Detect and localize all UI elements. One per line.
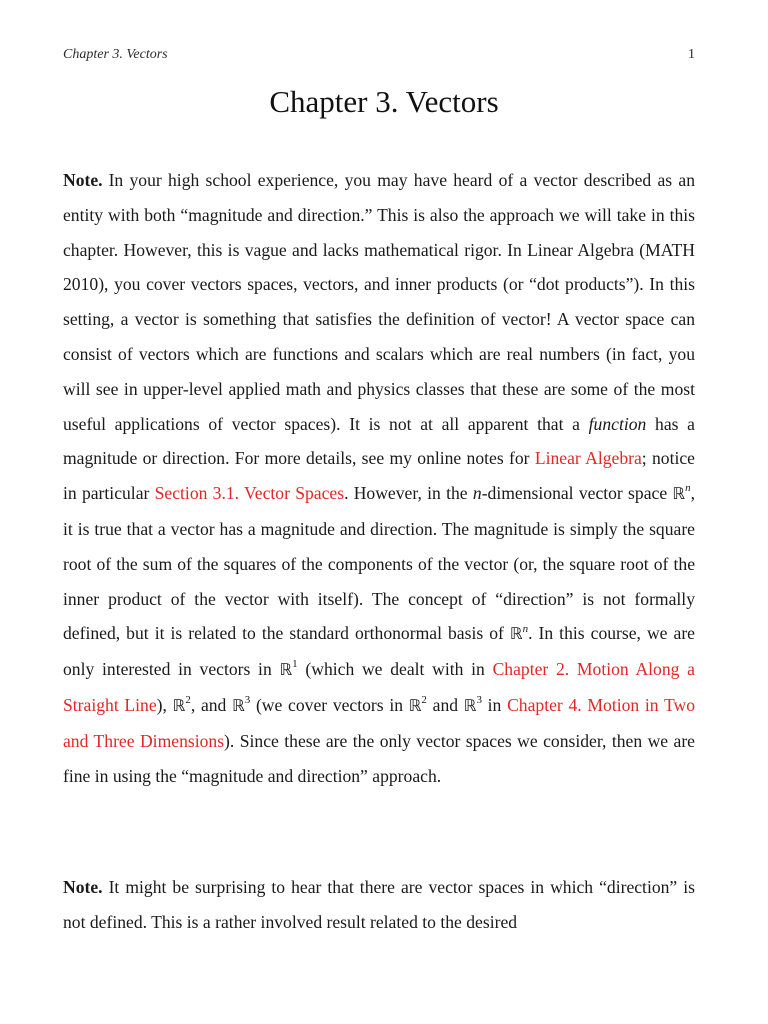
math-reals: ℝ	[672, 484, 686, 504]
math-exponent: n	[685, 482, 691, 495]
note-text: ; notice in particular	[63, 448, 695, 504]
running-head	[63, 47, 695, 63]
note-text: has a magnitude or direction. For more details, see my online notes for	[63, 413, 695, 469]
note-text: In your high school experience, you may have heard of a vector described as an entity with both “magnitude and direction.” This is also the approach we will take in this chapter. However, this is vague and lacks mathematical rigor. In Linear Algebra (MATH 2010), you cover vectors spaces, vectors, and inner products (or “dot products”). In this setting, a vector is something that satisfies the definition of vector! A vector space can consist of vectors which are functions and scalars which are real numbers (in fact, you will see in upper-level applied math and physics classes that these are some of the most useful applications of vector spaces). It is not at all apparent that a	[63, 170, 695, 434]
note-text: and	[432, 694, 459, 715]
link-linear-algebra[interactable]: Linear Algebra	[534, 448, 642, 469]
note-label: Note.	[63, 877, 103, 897]
note-text: ). Since these are the only vector spaces we consider, then we are fine in using the “magnitude and direction” approach.	[63, 730, 695, 786]
math-exponent: 1	[292, 658, 298, 671]
note-text: . In this course, we are only interested in vectors in	[63, 623, 695, 680]
note-paragraph-1	[63, 163, 695, 793]
math-reals: ℝ	[232, 695, 245, 715]
link-chapter-4-motion[interactable]: Chapter 4. Motion in Two and Three Dimensions	[63, 694, 695, 751]
note-text: ),	[156, 694, 167, 715]
chapter-title: Chapter 3. Vectors	[269, 84, 499, 119]
note-text: , and	[190, 694, 227, 715]
note-label: Note.	[63, 170, 103, 190]
math-n: n	[472, 483, 482, 504]
note-text: . However, in the	[344, 483, 468, 504]
note-text: , it is true that a vector has a magnitude and direction. The magnitude is simply the square root of the sum of the squares of the components of the vector (or, the square root of the inner product of the vector with itself). The concept of “direction” is not formally defined, but it is related to the standard orthonormal basis of	[63, 483, 695, 644]
note-paragraph-2	[63, 870, 695, 940]
math-reals: ℝ	[279, 660, 293, 680]
math-exponent: 3	[244, 694, 251, 707]
math-exponent: 3	[476, 694, 482, 707]
note-text: It might be surprising to hear that there are vector spaces in which “direction” is not defined. This is a rather involved result related to the desired	[63, 877, 695, 932]
note-text: (which we dealt with in	[305, 659, 485, 680]
math-exponent: n	[522, 622, 529, 635]
math-reals: ℝ	[463, 695, 477, 715]
math-exponent: 2	[185, 694, 191, 707]
math-reals: ℝ	[509, 624, 523, 644]
math-reals: ℝ	[172, 695, 186, 715]
note-text: -dimensional vector space	[481, 483, 668, 504]
page-number: 1	[688, 47, 695, 62]
link-section-3-1-vector-spaces[interactable]: Section 3.1. Vector Spaces	[154, 483, 345, 504]
link-chapter-2-motion[interactable]: Chapter 2. Motion Along a Straight Line	[63, 659, 695, 715]
running-head-title: Chapter 3. Vectors	[63, 47, 168, 62]
emphasis-function: function	[588, 413, 647, 434]
note-text: (we cover vectors in	[255, 694, 404, 715]
note-text: in	[487, 694, 502, 715]
math-reals: ℝ	[408, 695, 422, 715]
math-exponent: 2	[421, 694, 427, 707]
